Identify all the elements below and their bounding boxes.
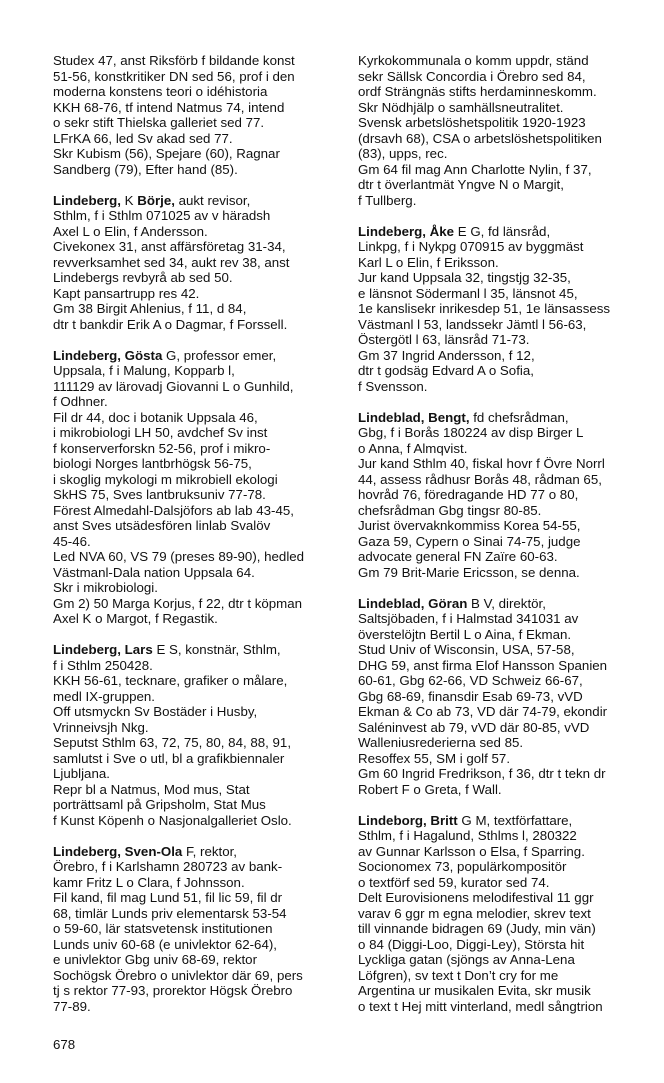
entry-text-line: Fil dr 44, doc i botanik Uppsala 46,	[53, 409, 258, 425]
entry-heading-text: fd chefsrådman,	[469, 409, 569, 425]
entry-text-line: sekr Sällsk Concordia i Örebro sed 84,	[358, 68, 586, 84]
entry-text-line: Gbg, f i Borås 180224 av disp Birger L	[358, 425, 584, 440]
entry-text-line: av Gunnar Karlsson o Elsa, f Sparring.	[358, 843, 585, 859]
entry-text-line: medl IX-gruppen.	[53, 688, 155, 704]
entry-text-line: e univlektor Gbg univ 68-69, rektor	[53, 952, 257, 967]
entry-headword: Lindeberg, Gösta	[53, 347, 163, 363]
entry-text-line: Axel L o Elin, f Andersson.	[53, 223, 208, 239]
entry-text-line: Sandberg (79), Efter hand (85).	[53, 161, 238, 177]
entry-text-line: Skr i mikrobiologi.	[53, 580, 158, 595]
entry-text-line: varav 6 ggr m egna melodier, skrev text	[358, 905, 591, 921]
entry-text-line: dtr t överlantmät Yngve N o Margit,	[358, 177, 564, 192]
entry-text-line: Ekman & Co ab 73, VD där 74-79, ekondir	[358, 704, 608, 719]
entry-text-line: o text t Hej mitt vinterland, medl sångtrion	[358, 998, 603, 1014]
entry-heading-text: G, professor emer,	[162, 347, 277, 363]
entry-text-line: f konserverforskn 52-56, prof i mikro-	[53, 440, 271, 456]
entry-text-line: till vinnande bidragen 69 (Judy, min vän)	[358, 921, 596, 936]
biography-entry	[53, 348, 353, 627]
entry-text-line: Sochögsk Örebro o univlektor där 69, pers	[53, 967, 303, 983]
entry-text-line: Förest Almedahl-Dalsjöfors ab lab 43-45,	[53, 502, 294, 518]
entry-text-line: Östergötl l 63, länsråd 71-73.	[358, 332, 530, 347]
entry-heading-line	[53, 193, 353, 209]
entry-text-line: Saltsjöbaden, f i Halmstad 341031 av	[358, 611, 579, 626]
entry-text-line: överstelöjtn Bertil L o Aina, f Ekman.	[358, 626, 572, 642]
entry-text-line: Kyrkokommunala o komm uppdr, ständ	[358, 53, 589, 68]
entry-text-line: dtr t bankdir Erik A o Dagmar, f Forssell.	[53, 316, 288, 332]
entry-text-line: Argentina ur musikalen Evita, skr musik	[358, 983, 591, 998]
entry-text-line: Socionomex 73, populärkompositör	[358, 859, 567, 874]
entry-text-line: 68, timlär Lunds priv elementarsk 53-54	[53, 905, 287, 921]
entry-text-line: Fil kand, fil mag Lund 51, fil lic 59, fil dr	[53, 890, 283, 905]
entry-text-line: i skoglig mykologi m mikrobiell ekologi	[53, 471, 278, 487]
entry-text-line: Gm 37 Ingrid Andersson, f 12,	[358, 347, 535, 363]
entry-text-line: o Anna, f Almqvist.	[358, 440, 468, 456]
entry-text-line: 45-46.	[53, 533, 91, 549]
entry-text-line: Stud Univ of Wisconsin, USA, 57-58,	[358, 642, 575, 657]
right-column	[358, 53, 658, 1014]
entry-text-line: Skr Kubism (56), Spejare (60), Ragnar	[53, 146, 280, 161]
entry-text-line: Lyckliga gatan (sjöngs av Anna-Lena	[358, 952, 575, 967]
entry-text-line: porträttsaml på Gripsholm, Stat Mus	[53, 797, 266, 812]
entry-text-line: Studex 47, anst Riksförb f bildande konst	[53, 53, 295, 68]
entry-heading-line	[53, 348, 353, 364]
entry-text-line: Robert F o Greta, f Wall.	[358, 781, 502, 797]
left-column	[53, 53, 353, 1014]
entry-text-line: Örebro, f i Karlshamn 280723 av bank-	[53, 859, 283, 874]
entry-text-line: dtr t godsäg Edvard A o Sofia,	[358, 363, 534, 378]
entry-separator	[358, 580, 658, 596]
entry-text-line: Gm 64 fil mag Ann Charlotte Nylin, f 37,	[358, 161, 592, 177]
entry-text-line: o 59-60, lär statsvetensk institutionen	[53, 921, 273, 936]
entry-text-line: Kapt pansartrupp res 42.	[53, 285, 200, 301]
entry-text-line: Gm 60 Ingrid Fredrikson, f 36, dtr t tekn dr	[358, 766, 606, 781]
entry-separator	[53, 828, 353, 844]
biography-entry	[53, 193, 353, 333]
page-number: 678	[53, 1037, 76, 1052]
entry-text-line: Västmanl-Dala nation Uppsala 64.	[53, 564, 255, 580]
entry-text-line: Gbg 68-69, finansdir Esab 69-73, vVD	[358, 688, 583, 704]
entry-heading-text: E G, fd länsråd,	[454, 223, 551, 239]
entry-text-line: samlutst i Sve o utl, bl a grafikbiennaler	[53, 750, 285, 766]
entry-heading-line	[358, 813, 658, 829]
entry-text-line: anst Sves utsädesfören linlab Svalöv	[53, 518, 271, 533]
entry-text-line: Vrinneivsjh Nkg.	[53, 719, 149, 735]
biography-entry	[53, 642, 353, 828]
entry-heading-text: E S, konstnär, Sthlm,	[152, 642, 281, 657]
entry-headword: Lindeberg, Lars	[53, 642, 153, 657]
entry-text-line: 44, assess rådhusr Borås 48, rådman 65,	[358, 471, 602, 487]
entry-text-line: tj s rektor 77-93, prorektor Högsk Örebro	[53, 983, 293, 998]
entry-text-line: Led NVA 60, VS 79 (preses 89-90), hedled	[53, 549, 305, 564]
entry-text-line: revverksamhet sed 34, aukt rev 38, anst	[53, 254, 290, 270]
entry-text-line: Saléninvest ab 79, vVD där 80-85, vVD	[358, 719, 590, 735]
entry-text-line: Jur kand Sthlm 40, fiskal hovr f Övre Norrl	[358, 456, 605, 471]
entry-text-line: 60-61, Gbg 62-66, VD Schweiz 66-67,	[358, 673, 583, 688]
entry-text-line: KKH 68-76, tf intend Natmus 74, intend	[53, 99, 285, 115]
entry-text-line: ordf Strängnäs stifts herdaminneskomm.	[358, 84, 597, 99]
entry-text-line: 77-89.	[53, 998, 91, 1014]
entry-text-line: Lindebergs revbyrå ab sed 50.	[53, 270, 233, 285]
entry-text-line: e länsnot Södermanl l 35, länsnot 45,	[358, 285, 578, 301]
entry-headword: Börje,	[137, 192, 175, 208]
entry-text-line: Gm 79 Brit-Marie Ericsson, se denna.	[358, 564, 580, 580]
entry-text-line: chefsrådman Gbg tingsr 80-85.	[358, 502, 542, 518]
entry-heading-text: F, rektor,	[182, 843, 237, 859]
entry-headword: Lindeberg, Åke	[358, 223, 455, 239]
entry-headword: Lindeblad, Göran	[358, 595, 468, 611]
entry-heading-line	[53, 844, 353, 860]
entry-text-line: LFrKA 66, led Sv akad sed 77.	[53, 130, 233, 146]
entry-separator	[358, 797, 658, 813]
entry-text-line: f Tullberg.	[358, 192, 417, 208]
entry-text-line: KKH 56-61, tecknare, grafiker o målare,	[53, 673, 288, 688]
entry-text-line: Gm 38 Birgit Ahlenius, f 11, d 84,	[53, 301, 247, 316]
entry-text-line: Delt Eurovisionens melodifestival 11 ggr	[358, 890, 594, 905]
entry-separator	[358, 208, 658, 224]
entry-text-line: Sthlm, f i Hagalund, Sthlms l, 280322	[358, 828, 577, 843]
biography-entry	[358, 596, 658, 798]
entry-headword: Lindeberg,	[53, 192, 121, 208]
biography-entry	[53, 53, 353, 177]
entry-text-line: Civekonex 31, anst affärsföretag 31-34,	[53, 239, 286, 254]
entry-text-line: f i Sthlm 250428.	[53, 657, 153, 673]
entry-text-line: advocate general FN Zaïre 60-63.	[358, 549, 558, 564]
entry-separator	[53, 332, 353, 348]
entry-text-line: SkHS 75, Sves lantbruksuniv 77-78.	[53, 487, 266, 502]
entry-text-line: Repr bl a Natmus, Mod mus, Stat	[53, 781, 250, 797]
entry-headword: Lindeblad, Bengt,	[358, 409, 470, 425]
entry-text-line: Löfgren), sv text t Don’t cry for me	[358, 967, 559, 983]
entry-text-line: Lunds univ 60-68 (e univlektor 62-64),	[53, 936, 277, 952]
entry-text-line: Gm 2) 50 Marga Korjus, f 22, dtr t köpman	[53, 595, 303, 611]
entry-heading-text: K	[120, 192, 138, 208]
entry-text-line: Skr Nödhjälp o samhällsneutralitet.	[358, 99, 564, 115]
biography-entry	[358, 410, 658, 581]
entry-separator	[53, 627, 353, 643]
entry-text-line: kamr Fritz L o Clara, f Johnsson.	[53, 874, 245, 890]
entry-text-line: o textförf sed 59, kurator sed 74.	[358, 874, 550, 890]
entry-separator	[358, 394, 658, 410]
entry-text-line: Linkpg, f i Nykpg 070915 av byggmäst	[358, 239, 584, 254]
entry-text-line: Axel K o Margot, f Regastik.	[53, 611, 218, 626]
entry-text-line: Seputst Sthlm 63, 72, 75, 80, 84, 88, 91,	[53, 735, 292, 750]
entry-text-line: f Svensson.	[358, 378, 428, 394]
entry-text-line: Resoffex 55, SM i golf 57.	[358, 750, 511, 766]
entry-heading-line	[358, 224, 658, 240]
entry-headword: Lindeborg, Britt	[358, 812, 458, 828]
entry-text-line: biologi Norges lantbrhögsk 56-75,	[53, 456, 252, 471]
entry-heading-line	[358, 596, 658, 612]
entry-text-line: Svensk arbetslöshetspolitik 1920-1923	[358, 115, 586, 130]
biography-entry	[358, 813, 658, 1015]
entry-text-line: Uppsala, f i Malung, Kopparb l,	[53, 363, 235, 378]
entry-text-line: Jur kand Uppsala 32, tingstjg 32-35,	[358, 270, 571, 285]
entry-heading-line	[358, 410, 658, 426]
entry-text-line: i mikrobiologi LH 50, avdchef Sv inst	[53, 425, 268, 440]
entry-text-line: 1e kanslisekr inrikesdep 51, 1e länsassess	[358, 301, 611, 316]
biography-entry	[358, 53, 658, 208]
biography-entry	[53, 844, 353, 1015]
entry-text-line: 111129 av lärovadj Giovanni L o Gunhild,	[53, 378, 294, 394]
entry-text-line: Walleniusrederierna sed 85.	[358, 735, 524, 750]
entry-text-line: f Kunst Köpenh o Nasjonalgalleriet Oslo.	[53, 812, 292, 828]
entry-text-line: Västmanl l 53, landssekr Jämtl l 56-63,	[358, 316, 587, 332]
entry-text-line: o 84 (Diggi-Loo, Diggi-Ley), Största hit	[358, 936, 585, 952]
entry-text-line: Karl L o Elin, f Eriksson.	[358, 254, 499, 270]
entry-text-line: Gaza 59, Cypern o Sinai 74-75, judge	[358, 533, 581, 549]
entry-text-line: Off utsmyckn Sv Bostäder i Husby,	[53, 704, 258, 719]
entry-text-line: o sekr stift Thielska galleriet sed 77.	[53, 115, 265, 130]
entry-headword: Lindeberg, Sven-Ola	[53, 843, 183, 859]
entry-text-line: 51-56, konstkritiker DN sed 56, prof i den	[53, 68, 295, 84]
entry-heading-text: B V, direktör,	[467, 595, 546, 611]
entry-text-line: Jurist övervaknkommiss Korea 54-55,	[358, 518, 581, 533]
entry-text-line: hovråd 76, föredragande HD 77 o 80,	[358, 487, 579, 502]
entry-text-line: (83), upps, rec.	[358, 146, 448, 161]
entry-heading-text: G M, textförfattare,	[457, 812, 573, 828]
biography-entry	[358, 224, 658, 395]
entry-separator	[53, 177, 353, 193]
entry-text-line: DHG 59, anst firma Elof Hansson Spanien	[358, 657, 608, 673]
entry-text-line: Ljubljana.	[53, 766, 110, 781]
entry-heading-text: aukt revisor,	[174, 192, 251, 208]
entry-text-line: moderna konstens teori o idéhistoria	[53, 84, 268, 99]
entry-heading-line	[53, 642, 353, 658]
entry-text-line: f Odhner.	[53, 394, 108, 409]
entry-text-line: Sthlm, f i Sthlm 071025 av v häradsh	[53, 208, 271, 223]
entry-text-line: (drsavh 68), CSA o arbetslöshetspolitiken	[358, 130, 602, 146]
